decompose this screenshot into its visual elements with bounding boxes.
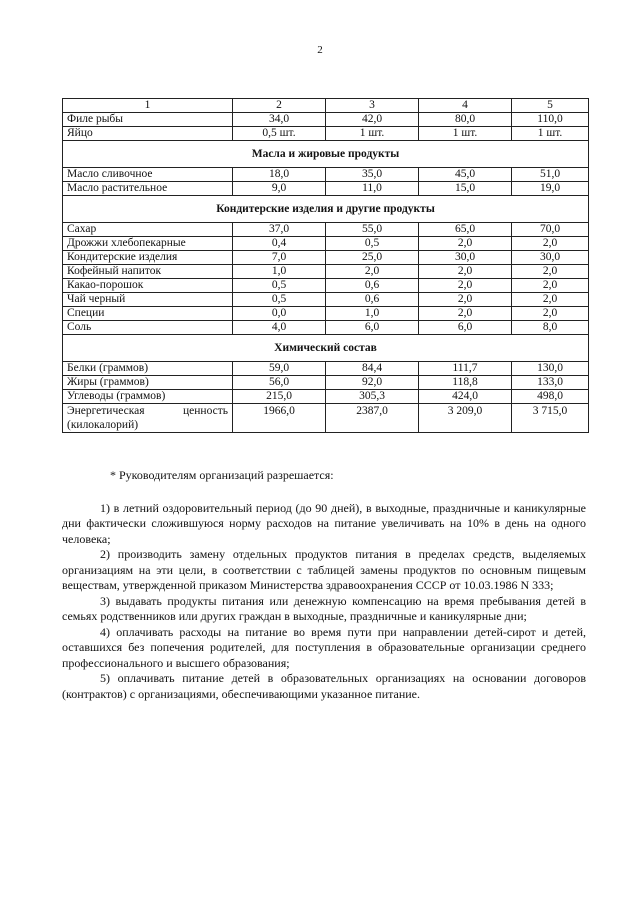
value-cell: 0,6	[326, 293, 419, 307]
value-cell: 59,0	[233, 362, 326, 376]
value-cell: 70,0	[512, 223, 589, 237]
note-item: 5) оплачивать питание детей в образовательных организациях на основании договоров (контрактов) с организациями, обеспечивающими указанное питание.	[62, 671, 586, 701]
energy-row	[63, 404, 589, 433]
note-item: 2) производить замену отдельных продуктов питания в пределах средств, выделяемых организациям на эти цели, в соответствии с таблицей замены продуктов по основным пищевым веществам, утвержденной приказом Министерства здравоохранения СССР от 10.03.1986 N 333;	[62, 547, 586, 592]
value-cell: 37,0	[233, 223, 326, 237]
table-row	[63, 279, 589, 293]
table-row	[63, 182, 589, 196]
product-name-cell: Масло сливочное	[63, 168, 233, 182]
value-cell: 6,0	[419, 321, 512, 335]
value-cell: 92,0	[326, 376, 419, 390]
value-cell: 0,0	[233, 307, 326, 321]
value-cell: 2,0	[419, 265, 512, 279]
product-name-cell: Масло растительное	[63, 182, 233, 196]
notes-section	[62, 468, 586, 702]
header-cell: 2	[233, 99, 326, 113]
value-cell: 25,0	[326, 251, 419, 265]
note-item: 1) в летний оздоровительный период (до 90 дней), в выходные, праздничные и каникулярные дни фактически сложившуюся норму расходов на питание увеличивать на 10% в день на одного человека;	[62, 500, 586, 546]
value-cell: 2,0	[326, 265, 419, 279]
table-row	[63, 321, 589, 335]
section-header-row	[63, 335, 589, 362]
value-cell: 8,0	[512, 321, 589, 335]
product-name-cell: Филе рыбы	[63, 113, 233, 127]
header-cell: 5	[512, 99, 589, 113]
value-cell: 3 209,0	[419, 404, 512, 433]
section-title: Кондитерские изделия и другие продукты	[63, 196, 589, 223]
energy-word-2: ценность	[183, 405, 228, 417]
value-cell: 2,0	[419, 307, 512, 321]
notes-intro: * Руководителям организаций разрешается:	[110, 468, 334, 482]
value-cell: 30,0	[419, 251, 512, 265]
value-cell: 1,0	[326, 307, 419, 321]
value-cell: 0,5 шт.	[233, 127, 326, 141]
value-cell: 4,0	[233, 321, 326, 335]
value-cell: 0,4	[233, 237, 326, 251]
note-item: 3) выдавать продукты питания или денежную компенсацию на время пребывания детей в семьях родственников или других граждан в выходные, праздничные и каникулярные дни;	[62, 593, 586, 623]
value-cell: 15,0	[419, 182, 512, 196]
table-row	[63, 251, 589, 265]
value-cell: 498,0	[512, 390, 589, 404]
note-item: 4) оплачивать расходы на питание во время пути при направлении детей-сирот и детей, оставшихся без попечения родителей, для поступления в образовательные организации среднего профессионального и высшего образования;	[62, 624, 586, 670]
product-name-cell: Сахар	[63, 223, 233, 237]
value-cell: 3 715,0	[512, 404, 589, 433]
value-cell: 424,0	[419, 390, 512, 404]
table-row	[63, 362, 589, 376]
table-row	[63, 376, 589, 390]
value-cell: 305,3	[326, 390, 419, 404]
section-title: Химический состав	[63, 335, 589, 362]
product-name-cell: Дрожжи хлебопекарные	[63, 237, 233, 251]
value-cell: 2,0	[512, 237, 589, 251]
value-cell: 34,0	[233, 113, 326, 127]
value-cell: 19,0	[512, 182, 589, 196]
value-cell: 80,0	[419, 113, 512, 127]
energy-unit: (килокалорий)	[67, 419, 139, 431]
value-cell: 7,0	[233, 251, 326, 265]
value-cell: 2,0	[512, 293, 589, 307]
page-number: 2	[317, 44, 323, 56]
value-cell: 11,0	[326, 182, 419, 196]
energy-word-1: Энергетическая	[67, 405, 145, 417]
header-cell: 3	[326, 99, 419, 113]
value-cell: 2,0	[419, 293, 512, 307]
value-cell: 1966,0	[233, 404, 326, 433]
value-cell: 2,0	[512, 307, 589, 321]
food-norms-table	[62, 98, 589, 433]
value-cell: 2387,0	[326, 404, 419, 433]
value-cell: 6,0	[326, 321, 419, 335]
table-row	[63, 127, 589, 141]
value-cell: 0,6	[326, 279, 419, 293]
product-name-cell: Кофейный напиток	[63, 265, 233, 279]
table-row	[63, 390, 589, 404]
value-cell: 18,0	[233, 168, 326, 182]
value-cell: 45,0	[419, 168, 512, 182]
value-cell: 51,0	[512, 168, 589, 182]
value-cell: 2,0	[512, 265, 589, 279]
value-cell: 110,0	[512, 113, 589, 127]
table-row	[63, 223, 589, 237]
table-row	[63, 168, 589, 182]
value-cell: 65,0	[419, 223, 512, 237]
value-cell: 1,0	[233, 265, 326, 279]
product-name-cell: Жиры (граммов)	[63, 376, 233, 390]
energy-name-cell	[63, 404, 233, 433]
section-header-row	[63, 141, 589, 168]
product-name-cell: Яйцо	[63, 127, 233, 141]
value-cell: 118,8	[419, 376, 512, 390]
table-row	[63, 113, 589, 127]
value-cell: 42,0	[326, 113, 419, 127]
table-row	[63, 265, 589, 279]
value-cell: 215,0	[233, 390, 326, 404]
table-row	[63, 237, 589, 251]
value-cell: 56,0	[233, 376, 326, 390]
value-cell: 0,5	[326, 237, 419, 251]
product-name-cell: Углеводы (граммов)	[63, 390, 233, 404]
value-cell: 30,0	[512, 251, 589, 265]
section-title: Масла и жировые продукты	[63, 141, 589, 168]
value-cell: 84,4	[326, 362, 419, 376]
value-cell: 2,0	[419, 279, 512, 293]
product-name-cell: Специи	[63, 307, 233, 321]
header-cell: 1	[63, 99, 233, 113]
table-row	[63, 307, 589, 321]
product-name-cell: Чай черный	[63, 293, 233, 307]
table-body	[63, 99, 589, 433]
value-cell: 1 шт.	[326, 127, 419, 141]
product-name-cell: Какао-порошок	[63, 279, 233, 293]
value-cell: 1 шт.	[512, 127, 589, 141]
value-cell: 2,0	[419, 237, 512, 251]
table-row	[63, 293, 589, 307]
value-cell: 1 шт.	[419, 127, 512, 141]
value-cell: 0,5	[233, 279, 326, 293]
value-cell: 111,7	[419, 362, 512, 376]
value-cell: 35,0	[326, 168, 419, 182]
product-name-cell: Белки (граммов)	[63, 362, 233, 376]
value-cell: 130,0	[512, 362, 589, 376]
value-cell: 0,5	[233, 293, 326, 307]
header-cell: 4	[419, 99, 512, 113]
section-header-row	[63, 196, 589, 223]
product-name-cell: Кондитерские изделия	[63, 251, 233, 265]
product-name-cell: Соль	[63, 321, 233, 335]
value-cell: 2,0	[512, 279, 589, 293]
value-cell: 55,0	[326, 223, 419, 237]
value-cell: 9,0	[233, 182, 326, 196]
header-row	[63, 99, 589, 113]
value-cell: 133,0	[512, 376, 589, 390]
